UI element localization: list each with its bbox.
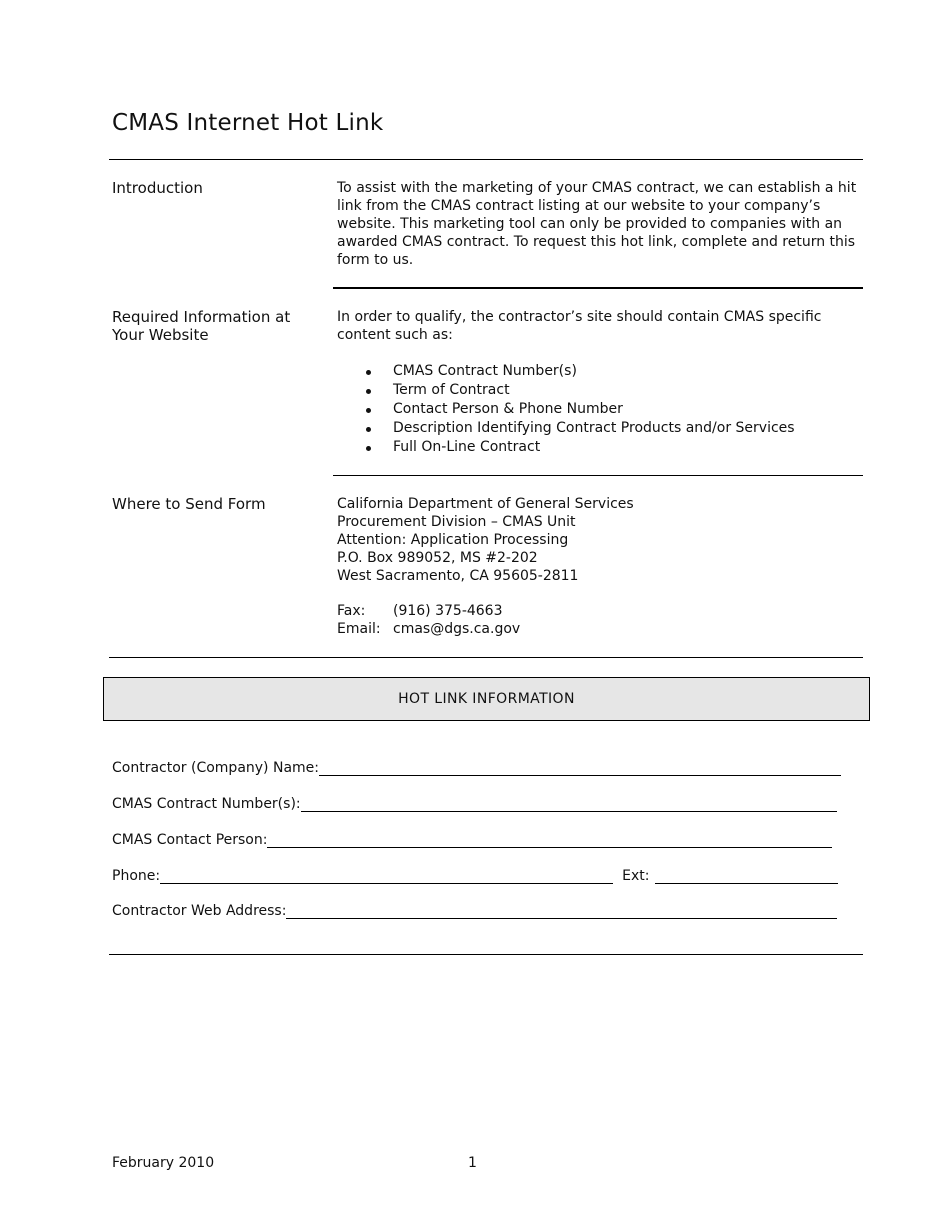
list-item: CMAS Contract Number(s) [360, 362, 795, 381]
address-line: Procurement Division – CMAS Unit [337, 514, 576, 530]
ext-input[interactable] [655, 867, 838, 884]
introduction-divider [333, 287, 863, 289]
ext-label: Ext: [622, 868, 650, 884]
address-line: P.O. Box 989052, MS #2-202 [337, 550, 538, 566]
required-info-label: Required Information at Your Website [112, 308, 291, 344]
required-info-intro: In order to qualify, the contractor’s site should contain CMAS specific content such as: [337, 309, 822, 343]
introduction-label: Introduction [112, 179, 203, 197]
email-label: Email: [337, 621, 381, 637]
list-item: Description Identifying Contract Products and/or Services [360, 419, 795, 438]
required-info-list [360, 362, 795, 457]
web-address-input[interactable] [286, 902, 837, 919]
page-title: CMAS Internet Hot Link [112, 110, 384, 136]
mailing-address [337, 495, 857, 585]
contact-details [337, 602, 857, 638]
web-address-label: Contractor Web Address: [112, 903, 287, 919]
send-form-label: Where to Send Form [112, 495, 266, 513]
company-name-label: Contractor (Company) Name: [112, 760, 319, 776]
web-address-field [112, 899, 837, 919]
contract-numbers-input[interactable] [301, 795, 837, 812]
contract-numbers-label: CMAS Contract Number(s): [112, 796, 301, 812]
fax-label: Fax: [337, 603, 366, 619]
list-item: Full On-Line Contract [360, 438, 795, 457]
list-item: Contact Person & Phone Number [360, 400, 795, 419]
footer-date: February 2010 [112, 1155, 215, 1171]
phone-input[interactable] [160, 867, 613, 884]
fax-row [337, 602, 857, 620]
address-line: California Department of General Services [337, 496, 634, 512]
list-item: Term of Contract [360, 381, 795, 400]
page-number: 1 [468, 1155, 477, 1171]
email-value[interactable]: cmas@dgs.ca.gov [393, 621, 521, 637]
contact-person-input[interactable] [267, 831, 832, 848]
introduction-text: To assist with the marketing of your CMAS contract, we can establish a hit link from the CMAS contract listing at our website to your company’s website. This marketing tool can only be provided to companies with an awarded CMAS contract. To request this hot link, complete and return this form to us. [337, 180, 857, 268]
contact-person-label: CMAS Contact Person: [112, 832, 268, 848]
company-name-input[interactable] [319, 759, 841, 776]
title-divider [109, 159, 863, 160]
contact-person-field [112, 828, 832, 848]
address-line: West Sacramento, CA 95605-2811 [337, 568, 579, 584]
phone-field [112, 864, 838, 884]
form-bottom-divider [109, 954, 863, 955]
company-name-field [112, 756, 841, 776]
hot-link-info-heading: HOT LINK INFORMATION [103, 677, 870, 721]
send-form-divider [109, 657, 863, 658]
email-row [337, 620, 857, 638]
required-info-divider [333, 475, 863, 476]
contract-numbers-field [112, 792, 837, 812]
address-line: Attention: Application Processing [337, 532, 569, 548]
phone-label: Phone: [112, 868, 161, 884]
fax-value: (916) 375-4663 [393, 603, 503, 619]
